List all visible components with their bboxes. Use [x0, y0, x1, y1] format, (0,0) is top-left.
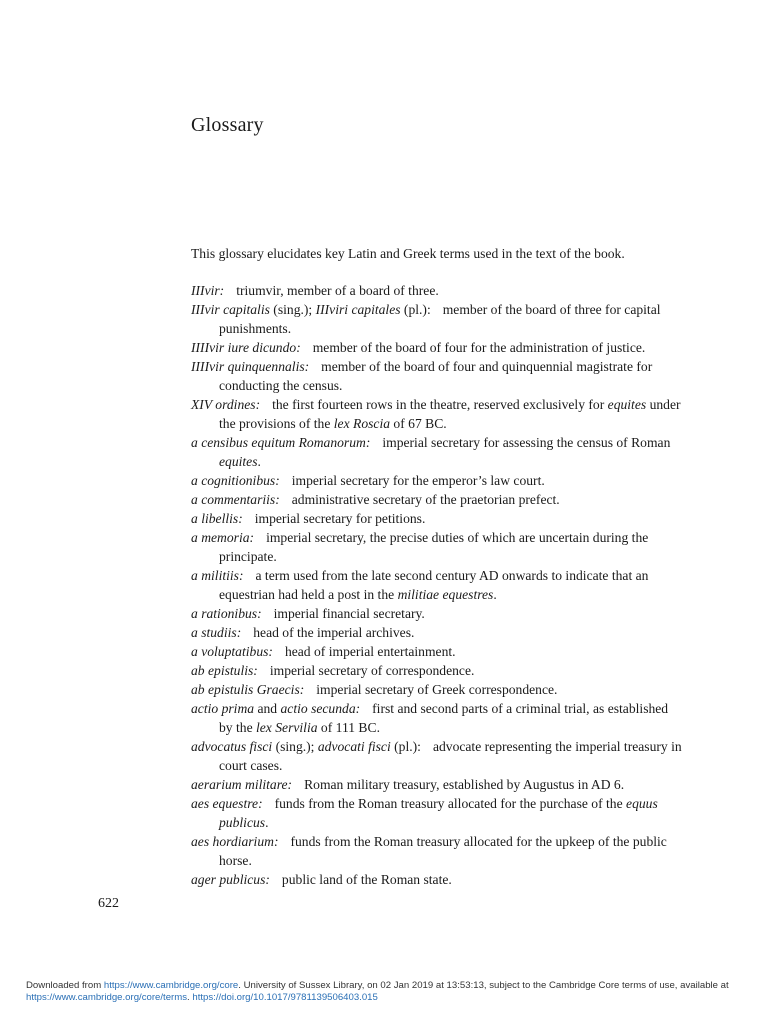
definition-segment: funds from the Roman treasury allocated for the purchase of the	[274, 796, 627, 811]
definition-segment: equus publicus	[219, 796, 658, 830]
term-segment: aes hordiarium:	[191, 834, 279, 849]
definition-segment: of 67 BC.	[390, 416, 447, 431]
glossary-definition	[253, 625, 414, 640]
glossary-definition	[219, 397, 681, 431]
glossary-term	[191, 530, 254, 545]
glossary-term	[191, 435, 370, 450]
term-segment: a voluptatibus:	[191, 644, 273, 659]
definition-segment: Roman military treasury, established by Augustus in AD 6.	[304, 777, 625, 792]
glossary-entry	[191, 737, 683, 775]
glossary-term	[191, 492, 280, 507]
definition-segment: militiae equestres	[397, 587, 494, 602]
doi-link[interactable]: https://doi.org/10.1017/9781139506403.015	[192, 992, 378, 1003]
term-segment: a memoria:	[191, 530, 255, 545]
definition-segment: equites	[219, 454, 258, 469]
term-segment: a censibus equitum Romanorum:	[191, 435, 371, 450]
glossary-definition	[304, 777, 624, 792]
glossary-definition	[274, 606, 425, 621]
glossary-definition	[219, 568, 648, 602]
glossary-term	[191, 625, 241, 640]
term-segment: ab epistulis:	[191, 663, 258, 678]
glossary-entry	[191, 832, 683, 870]
glossary-definition	[313, 340, 646, 355]
glossary-definition	[219, 796, 658, 830]
term-segment: a militiis:	[191, 568, 244, 583]
glossary-term	[191, 340, 301, 355]
glossary-entry	[191, 642, 683, 661]
definition-segment: administrative secretary of the praetorian prefect.	[291, 492, 560, 507]
glossary-entry	[191, 623, 683, 642]
term-segment: a commentariis:	[191, 492, 280, 507]
definition-segment: member of the board of three for capital punishments.	[219, 302, 661, 336]
glossary-entry	[191, 699, 683, 737]
definition-segment: imperial secretary for the emperor’s law court.	[291, 473, 545, 488]
term-segment: a libellis:	[191, 511, 243, 526]
glossary-definition	[219, 834, 667, 868]
glossary-term	[191, 796, 263, 811]
term-segment: aerarium militare:	[191, 777, 293, 792]
definition-segment: head of the imperial archives.	[253, 625, 415, 640]
term-segment: (pl.):	[390, 739, 421, 754]
glossary-entry	[191, 528, 683, 566]
definition-segment: member of the board of four and quinquennial magistrate for conducting the census.	[219, 359, 653, 393]
footer-sep: .	[187, 992, 193, 1003]
glossary-definition	[270, 663, 475, 678]
glossary-entry	[191, 680, 683, 699]
glossary-definition	[255, 511, 426, 526]
definition-segment: public land of the Roman state.	[281, 872, 452, 887]
glossary-term	[191, 701, 360, 716]
glossary-definition	[292, 473, 545, 488]
glossary-list	[191, 281, 683, 889]
glossary-entry	[191, 509, 683, 528]
glossary-entry	[191, 490, 683, 509]
term-segment: ager publicus:	[191, 872, 270, 887]
glossary-definition	[219, 530, 648, 564]
glossary-term	[191, 511, 243, 526]
glossary-term	[191, 644, 273, 659]
term-segment: XIV ordines:	[191, 397, 261, 412]
definition-segment: advocate representing the imperial treasury in court cases.	[219, 739, 682, 773]
glossary-entry	[191, 357, 683, 395]
definition-segment: equites	[607, 397, 647, 412]
terms-link[interactable]: https://www.cambridge.org/core/terms	[26, 992, 188, 1003]
glossary-definition	[236, 283, 439, 298]
glossary-definition	[316, 682, 557, 697]
definition-segment: .	[257, 454, 261, 469]
glossary-term	[191, 777, 292, 792]
term-segment: advocati fisci	[317, 739, 391, 754]
term-segment: aes equestre:	[191, 796, 263, 811]
definition-segment: under the provisions of the	[219, 397, 681, 431]
glossary-term	[191, 283, 224, 298]
definition-segment: lex Servilia	[256, 720, 318, 735]
glossary-term	[191, 834, 278, 849]
term-segment: ab epistulis Graecis:	[191, 682, 305, 697]
glossary-definition	[292, 492, 560, 507]
footer-middle: . University of Sussex Library, on 02 Jan 2019 at 13:53:13, subject to the Cambridge Core terms of use, available at	[238, 980, 729, 991]
glossary-definition	[285, 644, 456, 659]
glossary-term	[191, 473, 280, 488]
glossary-entry	[191, 566, 683, 604]
term-segment: advocatus fisci	[191, 739, 273, 754]
term-segment: (sing.);	[272, 739, 318, 754]
definition-segment: member of the board of four for the administration of justice.	[312, 340, 646, 355]
term-segment: IIIvir:	[191, 283, 225, 298]
glossary-term	[191, 302, 431, 317]
glossary-entry	[191, 775, 683, 794]
term-segment: IIIIvir iure dicundo:	[191, 340, 301, 355]
intro-paragraph: This glossary elucidates key Latin and Greek terms used in the text of the book.	[191, 246, 625, 261]
glossary-term	[191, 606, 262, 621]
term-segment: IIIIvir quinquennalis:	[191, 359, 310, 374]
definition-segment: lex Roscia	[333, 416, 391, 431]
definition-segment: imperial financial secretary.	[273, 606, 425, 621]
term-segment: actio secunda:	[280, 701, 361, 716]
glossary-term	[191, 739, 421, 754]
definition-segment: imperial secretary for assessing the census of Roman	[382, 435, 671, 450]
definition-segment: a term used from the late second century AD onwards to indicate that an equestrian had held a post in the	[219, 568, 649, 602]
glossary-entry	[191, 661, 683, 680]
definition-segment: imperial secretary of correspondence.	[269, 663, 475, 678]
definition-segment: of 111 BC.	[317, 720, 380, 735]
definition-segment: imperial secretary for petitions.	[254, 511, 426, 526]
glossary-entry	[191, 281, 683, 300]
definition-segment: imperial secretary, the precise duties of which are uncertain during the principate.	[219, 530, 649, 564]
term-segment: actio prima	[191, 701, 255, 716]
glossary-term	[191, 359, 309, 374]
definition-segment: head of imperial entertainment.	[284, 644, 456, 659]
glossary-entry	[191, 604, 683, 623]
glossary-entry	[191, 870, 683, 889]
glossary-term	[191, 663, 258, 678]
term-segment: IIIviri capitales	[315, 302, 401, 317]
cambridge-core-link[interactable]: https://www.cambridge.org/core	[103, 980, 239, 991]
definition-segment: .	[265, 815, 269, 830]
definition-segment: .	[493, 587, 497, 602]
definition-segment: funds from the Roman treasury allocated for the upkeep of the public horse.	[219, 834, 667, 868]
term-segment: a studiis:	[191, 625, 242, 640]
definition-segment: imperial secretary of Greek correspondence.	[316, 682, 558, 697]
glossary-entry	[191, 395, 683, 433]
glossary-term	[191, 682, 304, 697]
glossary-entry	[191, 338, 683, 357]
term-segment: and	[254, 701, 281, 716]
glossary-entry	[191, 794, 683, 832]
term-segment: IIIvir capitalis	[191, 302, 270, 317]
term-segment: a rationibus:	[191, 606, 262, 621]
definition-segment: the first fourteen rows in the theatre, reserved exclusively for	[272, 397, 608, 412]
definition-segment: triumvir, member of a board of three.	[236, 283, 439, 298]
glossary-entry	[191, 471, 683, 490]
term-segment: (pl.):	[400, 302, 431, 317]
glossary-entry	[191, 300, 683, 338]
footer-prefix: Downloaded from	[26, 980, 104, 991]
glossary-term	[191, 568, 244, 583]
glossary-term	[191, 397, 260, 412]
glossary-entry	[191, 433, 683, 471]
page-number: 622	[98, 896, 119, 911]
download-footer	[26, 980, 756, 1004]
page-title: Glossary	[191, 114, 264, 136]
glossary-definition	[282, 872, 452, 887]
glossary-term	[191, 872, 270, 887]
definition-segment: first and second parts of a criminal trial, as established by the	[219, 701, 669, 735]
term-segment: a cognitionibus:	[191, 473, 280, 488]
term-segment: (sing.);	[269, 302, 316, 317]
